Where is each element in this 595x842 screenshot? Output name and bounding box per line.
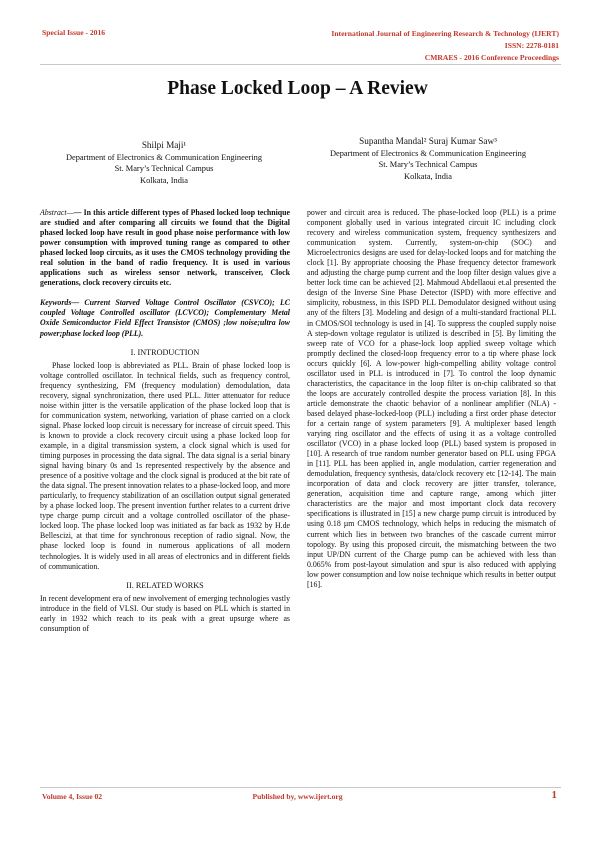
section-heading-related-works: II. RELATED WORKS [126, 580, 204, 590]
author-department: Department of Electronics & Communication Engineering [65, 152, 263, 162]
author-name: Supantha Mandal² Suraj Kumar Saw³ [359, 136, 497, 146]
footer-rule [40, 787, 561, 788]
author-location: Kolkata, India [140, 175, 188, 185]
author-block-1 [40, 140, 288, 186]
issn: ISSN: 2278-0181 [504, 41, 559, 50]
conference-name: CMRAES - 2016 Conference Proceedings [424, 53, 559, 62]
author-location: Kolkata, India [404, 171, 452, 181]
paper-title: Phase Locked Loop – A Review [167, 78, 428, 99]
introduction-text: Phase locked loop is abbreviated as PLL. Brain of phase locked loop is voltage controlled oscillator. In technical fields, such as frequency control, frequency synthesizing, FM (frequency modulation) demodulation, data recovery, signal synchronization, there used PLL. Jitter attenuator for reduce noise within jitter is the versatile application of the phase locked loop that is for communication system, networking, variation of phase carried on a clock signal. Phase locked loop circuit is necessary for increase of circuit speed. This is known to provide a clock recovery circuit using a phase locked loop for example, in a digital transmission system, a clock signal which is used for timing purposes in processing the data signal. The data signal is a serial binary signal having binary 0s and 1s represented respectively by the absence and presence of a positive voltage and the clock signal is produced at the bit rate of the data signal. The present innovation relates to a phase-locked loop, and more particularly, to frequency stabilization of an oscillation output signal generated by a phase locked loop. The present invention further relates to a current drive type charge pump circuit and a voltage controlled oscillator of the phase-locked loop. The phase locked loop was initiated as far back as 1932 by H.de Bellescizi, at that time for synchronous reception of radio signal. Now, the phase locked loop is found in numerous applications of all modern technologies. It is widely used in all areas of electronics and in different fields of communication. [40, 360, 290, 571]
special-issue-label: Special Issue - 2016 [42, 28, 106, 37]
header-rule [40, 64, 561, 65]
journal-info [331, 28, 559, 64]
volume-issue: Volume 4, Issue 02 [42, 792, 103, 801]
abstract-label: Abstract— [40, 208, 74, 217]
related-works-continued: power and circuit area is reduced. The phase-locked loop (PLL) is a prime component globally used in various integrated circuit IC including clock recovery and wireless communication system, frequency synthesizers and communication system. Currently, system-on-chip (SOC) and Microelectronics designs are used for delay-locked loops and for matching the clock [1]. By appropriate choosing the Phase frequency detector framework and adjusting the charge pump current and the loop filter design values give a better lock time can be achieved [2]. Mahmoud Abdellaoui et.al presented the design of the Inverse Sine Phase Detector (ISPD) with more effective and simplicity, robustness, in this ISPD PLL Demodulator designed without using any of the filters [3]. Modeling and design of a multi-standard fractional PLL in CMOS/SOI technology is used in [4]. To suppress the coupled supply noise A step-down voltage regulator is utilized is described in [5]. By limiting the sweep rate of VCO for a phase-lock loop applied sweep voltage which promptly declined the closed-loop frequency error to a tip where phase lock occurs quickly [6]. A low-power high-compelling ability voltage control oscillator used in PLL is introduced in [7]. To control the loop dynamic characteristics, the capacitance in the loop filter is on-chip calibrated so that the loops are accurately controlled despite the process variation [8]. In this article demonstrate the chaotic behavior of a nonlinear amplifier (NLA) - based delayed phase-locked-loop (PLL) including a first order phase detector for a certain range of system parameters [9]. A multiplexer based length varying ring oscillator and the effects of using it as a voltage controlled oscillator (VCO) in a phase locked loop (PLL) based system is proposed in [10]. A research of true random number generator based on PLL using FPGA in [11]. PLL has been applied in, angle modulation, carrier regeneration and demodulation, frequency synthesis, data/clock recovery etc [12-14]. The main incorporation of data and clock recovery are jitter transfer, tolerance, generation, acquisition time and capture range, among which jitter characteristics are the major and most important clock data recovery specifications is illustrated in [15] a new charge pump circuit is introduced by using 0.18 µm CMOS technology, which helps in reducing the mismatch of current which lies in between two branches of the cascade current mirror topology. By using this proposed circuit, the mismatching between the two input UP/DN current of the Charge pump can be achieved with less than 0.065% from post-layout simulation and spur is also reduced with applying low power consumption and low noise technique which results in better output [16]. [307, 208, 556, 589]
journal-name: International Journal of Engineering Research & Technology (IJERT) [331, 29, 559, 38]
abstract [40, 208, 290, 288]
publisher-link[interactable]: Published by, www.ijert.org [252, 792, 343, 801]
author-block-2 [300, 136, 556, 182]
section-heading-introduction: I. INTRODUCTION [130, 347, 200, 357]
author-institution: St. Mary’s Technical Campus [378, 160, 478, 169]
related-works-text: In recent development era of new involvement of emerging technologies vastly introduce in the field of VLSI. Our study is based on PLL which is started in early in 1932 which reach to its peak with a great upsurge where as consumption of [40, 593, 290, 633]
page-number: 1 [551, 789, 557, 801]
author-institution: St. Mary’s Technical Campus [114, 164, 214, 173]
abstract-text: — In this article different types of Phased locked loop technique are studied and after comparing all circuits we found that the Digital phased locked loop have result in good phase noise performance with low power consumption with improved tuning range as compared to other phased locked loop circuits, as it uses the CMOS technology providing the real solution in the band of radio frequency. It is used in various applications such as wireless sensor network, transceiver, Clock generations, clock recovery circuits etc. [40, 208, 290, 288]
left-column [40, 208, 290, 634]
keywords: Keywords— Current Starved Voltage Control Oscillator (CSVCO); LC coupled Voltage Controlled oscillator (LCVCO); Complementary Metal Oxide Semiconductor Field Effect Transistor (CMOS) ;low noise;ultra low power;phase locked loop (PLL). [40, 298, 290, 338]
right-column [307, 208, 556, 590]
author-department: Department of Electronics & Communication Engineering [329, 148, 527, 158]
author-name: Shilpi Maji¹ [141, 140, 187, 150]
